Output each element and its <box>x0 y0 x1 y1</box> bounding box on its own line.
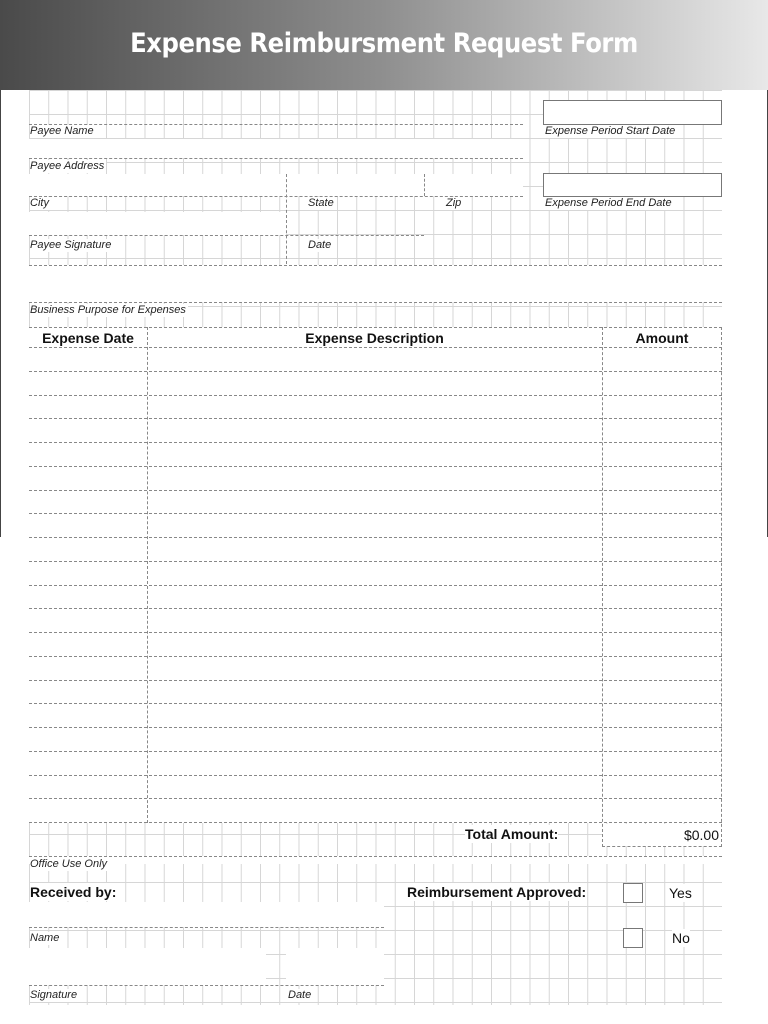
yes-label: Yes <box>669 885 692 901</box>
state-divider <box>424 174 425 196</box>
expense-description-cell[interactable] <box>148 490 602 513</box>
expense-amount-cell[interactable] <box>603 442 721 465</box>
form-title: Expense Reimbursment Request Form <box>130 28 638 59</box>
row-line <box>29 656 722 657</box>
expense-amount-cell[interactable] <box>603 775 721 798</box>
expense-row <box>29 395 722 418</box>
expense-row <box>29 371 722 394</box>
expense-row <box>29 561 722 584</box>
expense-date-cell[interactable] <box>29 656 147 679</box>
period-end-input[interactable] <box>543 173 722 197</box>
expense-date-cell[interactable] <box>29 537 147 560</box>
row-line <box>29 561 722 562</box>
expense-row <box>29 798 722 821</box>
approved-yes-checkbox[interactable] <box>623 883 643 903</box>
expense-amount-cell[interactable] <box>603 418 721 441</box>
row-line <box>29 727 722 728</box>
expense-amount-cell[interactable] <box>603 585 721 608</box>
payee-date-label: Date <box>308 239 332 251</box>
payee-address-label: Payee Address <box>30 160 105 172</box>
row-line <box>29 537 722 538</box>
period-start-label: Expense Period Start Date <box>545 125 676 137</box>
approved-no-checkbox[interactable] <box>623 928 643 948</box>
received-date-label: Date <box>288 989 312 1001</box>
payee-address-line <box>29 158 523 159</box>
total-bottom-line <box>602 846 722 847</box>
expense-amount-cell[interactable] <box>603 680 721 703</box>
office-use-label: Office Use Only <box>30 858 108 870</box>
row-line <box>29 442 722 443</box>
payee-signature-label: Payee Signature <box>30 239 112 251</box>
expense-date-cell[interactable] <box>29 703 147 726</box>
row-line <box>29 395 722 396</box>
row-line <box>29 608 722 609</box>
row-line <box>29 798 722 799</box>
form-header-banner <box>0 0 768 90</box>
expense-amount-cell[interactable] <box>603 347 721 370</box>
business-purpose-label: Business Purpose for Expenses <box>30 304 186 316</box>
purpose-top-line <box>29 265 722 266</box>
expense-row <box>29 466 722 489</box>
reimbursement-approved-label: Reimbursement Approved: <box>407 884 587 900</box>
expense-description-cell[interactable] <box>148 466 602 489</box>
amount-header: Amount <box>635 330 689 346</box>
expense-date-cell[interactable] <box>29 680 147 703</box>
expense-date-cell[interactable] <box>29 418 147 441</box>
table-top-line <box>29 327 722 328</box>
payee-signature-field[interactable] <box>29 212 286 235</box>
expense-date-cell[interactable] <box>29 395 147 418</box>
payee-signature-line <box>29 235 424 236</box>
payee-name-label: Payee Name <box>30 125 94 137</box>
expense-date-cell[interactable] <box>29 371 147 394</box>
state-label: State <box>308 197 334 209</box>
row-line <box>29 703 722 704</box>
total-amount-label: Total Amount: <box>465 826 559 842</box>
city-label: City <box>30 197 49 209</box>
expense-row <box>29 442 722 465</box>
expense-date-cell[interactable] <box>29 442 147 465</box>
expense-description-cell[interactable] <box>148 656 602 679</box>
expense-row <box>29 585 722 608</box>
expense-date-cell[interactable] <box>29 798 147 821</box>
row-line <box>29 347 722 348</box>
expense-row <box>29 727 722 750</box>
payee-address-field[interactable] <box>29 139 523 158</box>
expense-amount-cell[interactable] <box>603 490 721 513</box>
expense-date-cell[interactable] <box>29 632 147 655</box>
expense-description-header: Expense Description <box>305 330 444 346</box>
row-line <box>29 418 722 419</box>
expense-description-cell[interactable] <box>148 418 602 441</box>
row-line <box>29 371 722 372</box>
expense-date-cell[interactable] <box>29 751 147 774</box>
expense-row <box>29 751 722 774</box>
total-amount-value: $0.00 <box>683 827 719 843</box>
expense-description-cell[interactable] <box>148 680 602 703</box>
expense-description-cell[interactable] <box>148 751 602 774</box>
no-label: No <box>672 930 690 946</box>
expense-description-cell[interactable] <box>148 513 602 536</box>
expense-date-cell[interactable] <box>29 585 147 608</box>
expense-date-cell[interactable] <box>29 513 147 536</box>
expense-description-cell[interactable] <box>148 775 602 798</box>
expense-description-cell[interactable] <box>148 798 602 821</box>
period-end-label: Expense Period End Date <box>545 197 672 209</box>
expense-date-cell[interactable] <box>29 347 147 370</box>
received-name-label: Name <box>30 932 60 944</box>
expense-amount-cell[interactable] <box>603 656 721 679</box>
zip-label: Zip <box>446 197 462 209</box>
table-bottom-line <box>29 822 722 823</box>
expense-row <box>29 513 722 536</box>
expense-description-cell[interactable] <box>148 395 602 418</box>
expense-date-cell[interactable] <box>29 490 147 513</box>
expense-description-cell[interactable] <box>148 537 602 560</box>
row-line <box>29 490 722 491</box>
expense-row <box>29 775 722 798</box>
received-date-field[interactable] <box>286 948 384 985</box>
expense-date-cell[interactable] <box>29 561 147 584</box>
received-by-label: Received by: <box>30 884 117 900</box>
expense-description-cell[interactable] <box>148 442 602 465</box>
expense-amount-cell[interactable] <box>603 466 721 489</box>
row-line <box>29 585 722 586</box>
expense-description-cell[interactable] <box>148 632 602 655</box>
expense-description-cell[interactable] <box>148 561 602 584</box>
page-bottom-margin <box>29 1005 722 1024</box>
received-signature-label: Signature <box>30 989 78 1001</box>
received-name-field[interactable] <box>29 902 384 927</box>
expense-date-cell[interactable] <box>29 608 147 631</box>
row-line <box>29 680 722 681</box>
expense-date-cell[interactable] <box>29 466 147 489</box>
expense-amount-cell[interactable] <box>603 513 721 536</box>
expense-form <box>29 90 722 1005</box>
expense-amount-cell[interactable] <box>603 561 721 584</box>
office-header-strip <box>29 856 722 864</box>
purpose-bottom-line <box>29 302 722 303</box>
expense-amount-cell[interactable] <box>603 798 721 821</box>
city-divider <box>286 174 287 264</box>
expense-amount-cell[interactable] <box>603 395 721 418</box>
expense-amount-cell[interactable] <box>603 727 721 750</box>
expense-amount-cell[interactable] <box>603 371 721 394</box>
expense-description-cell[interactable] <box>148 347 602 370</box>
row-line <box>29 632 722 633</box>
expense-row <box>29 347 722 370</box>
expense-row <box>29 656 722 679</box>
expense-row <box>29 632 722 655</box>
received-signature-line <box>29 985 384 986</box>
row-line <box>29 513 722 514</box>
received-name-line <box>29 927 384 928</box>
expense-amount-cell[interactable] <box>603 608 721 631</box>
row-line <box>29 775 722 776</box>
row-line <box>29 751 722 752</box>
expense-description-cell[interactable] <box>148 727 602 750</box>
expense-description-cell[interactable] <box>148 585 602 608</box>
office-line <box>29 856 722 857</box>
expense-row <box>29 680 722 703</box>
expense-row <box>29 608 722 631</box>
expense-row <box>29 418 722 441</box>
payee-name-line <box>29 124 523 125</box>
expense-amount-cell[interactable] <box>603 703 721 726</box>
expense-description-cell[interactable] <box>148 703 602 726</box>
expense-row <box>29 537 722 560</box>
expense-amount-cell[interactable] <box>603 632 721 655</box>
expense-date-cell[interactable] <box>29 775 147 798</box>
city-state-zip-field[interactable] <box>29 174 523 196</box>
expense-date-cell[interactable] <box>29 727 147 750</box>
page-border-left <box>0 90 1 537</box>
expense-amount-cell[interactable] <box>603 751 721 774</box>
business-purpose-field[interactable] <box>29 265 722 302</box>
expense-row <box>29 490 722 513</box>
expense-date-header: Expense Date <box>42 330 134 346</box>
expense-description-cell[interactable] <box>148 371 602 394</box>
period-start-input[interactable] <box>543 100 722 125</box>
received-signature-field[interactable] <box>29 948 266 985</box>
expense-amount-cell[interactable] <box>603 537 721 560</box>
expense-description-cell[interactable] <box>148 608 602 631</box>
row-line <box>29 466 722 467</box>
expense-row <box>29 703 722 726</box>
